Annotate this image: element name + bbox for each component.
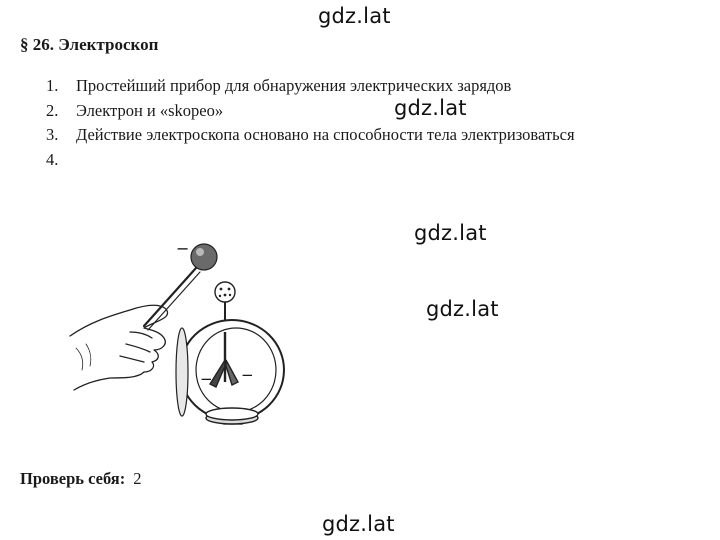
item-number: 4. [46,149,59,169]
self-check-label: Проверь себя: [20,469,126,488]
rod-ball [191,244,217,270]
item-text: Электрон и «skopeo» [76,100,224,120]
self-check [20,469,141,489]
electroscope-illustration [60,232,310,427]
rod-charge-sign: − [176,239,190,258]
item-number: 2. [46,100,59,120]
charged-rod [144,268,196,326]
watermark-top: gdz.lat [318,4,391,28]
watermark-bottom: gdz.lat [322,512,395,536]
leaf-left-charge-sign: − [200,370,213,388]
item-number: 1. [46,76,59,95]
item-text: Простейший прибор для обнаружения электрических зарядов [76,76,512,95]
list-item [46,148,575,173]
watermark-right: gdz.lat [426,297,499,321]
section-title: § 26. Электроскоп [20,35,159,54]
list-item [46,74,575,99]
leaf-right-charge-sign: − [241,366,254,384]
item-number: 3. [46,125,59,144]
list-item [46,99,575,124]
answer-list [46,74,575,172]
self-check-value: 2 [133,469,142,488]
item-text: Действие электроскопа основано на способности тела электризоваться [76,125,575,144]
watermark-mid: gdz.lat [414,221,487,245]
electroscope-ball [215,282,235,302]
watermark-list: gdz.lat [394,96,467,120]
list-item [46,123,575,148]
hand-drawing [70,305,167,390]
